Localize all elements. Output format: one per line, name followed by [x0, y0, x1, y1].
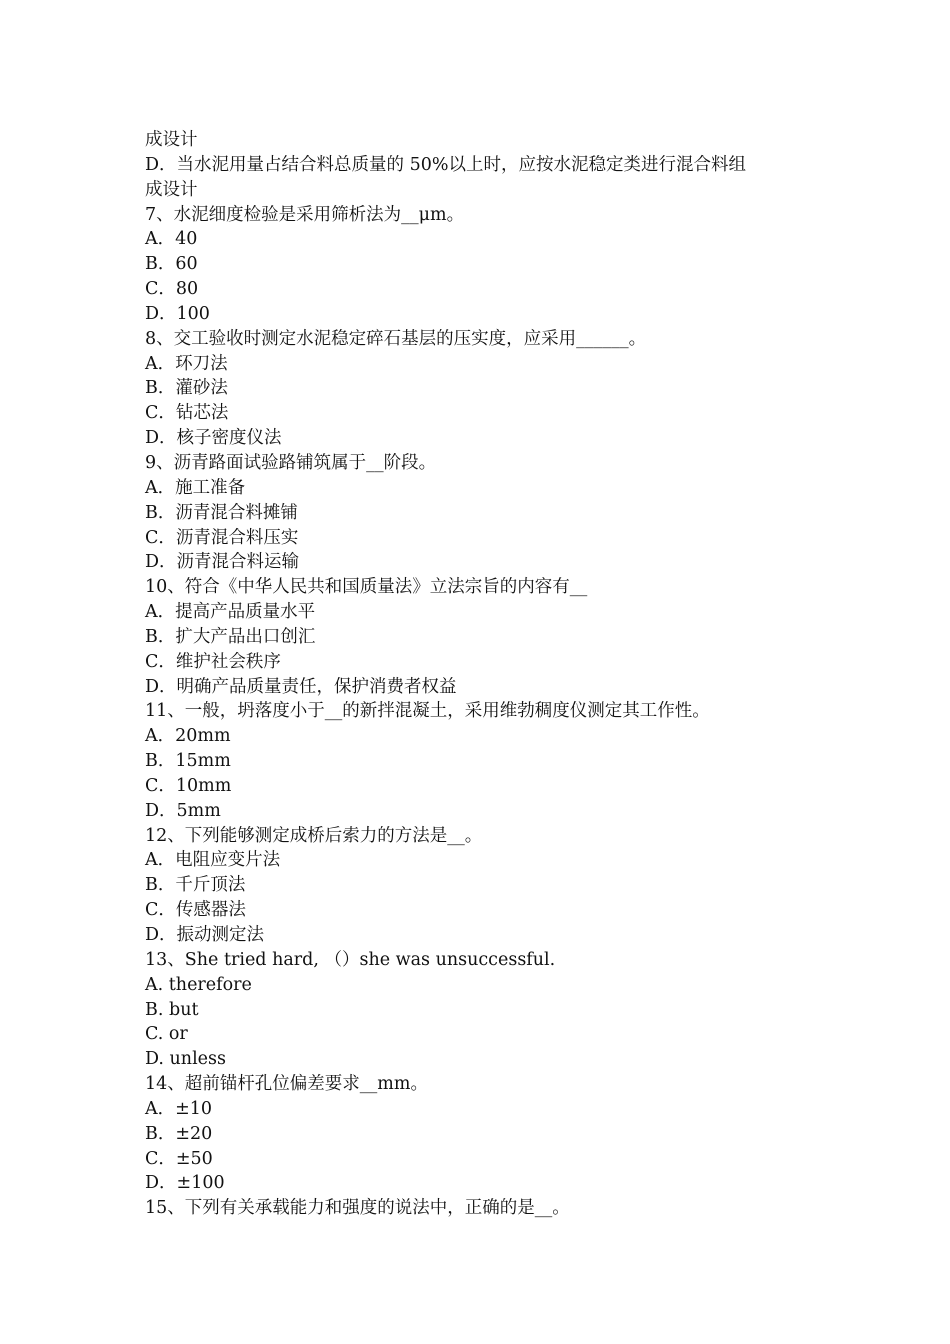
- option-c: C．±50: [145, 1148, 213, 1169]
- option-d: D．5mm: [145, 800, 221, 821]
- option-c: C．钻芯法: [145, 403, 229, 424]
- option-b: B．千斤顶法: [145, 875, 246, 896]
- question-13: 13、She tried hard, （）she was unsuccessful.: [145, 949, 556, 970]
- question-8: 8、交工验收时测定水泥稳定碎石基层的压实度，应采用______。: [145, 328, 647, 349]
- option-d: D．100: [145, 303, 210, 324]
- option-c: C．沥青混合料压实: [145, 527, 299, 548]
- question-10: 10、符合《中华人民共和国质量法》立法宗旨的内容有__: [145, 577, 588, 598]
- option-d: D. unless: [145, 1049, 226, 1070]
- option-a: A．20mm: [145, 726, 231, 747]
- text-line: 成设计: [145, 130, 198, 150]
- option-c: C. or: [145, 1024, 188, 1045]
- option-d: D．核子密度仪法: [145, 428, 282, 449]
- option-c: C．维护社会秩序: [145, 651, 281, 672]
- option-d: D．明确产品质量责任，保护消费者权益: [145, 676, 457, 697]
- option-d: D．±100: [145, 1173, 225, 1194]
- question-9: 9、沥青路面试验路铺筑属于__阶段。: [145, 452, 437, 473]
- question-7: 7、水泥细度检验是采用筛析法为__μm。: [145, 204, 465, 225]
- option-a: A．40: [145, 229, 198, 250]
- option-c: C．10mm: [145, 775, 232, 796]
- question-11: 11、一般，坍落度小于__的新拌混凝土，采用维勃稠度仪测定其工作性。: [145, 701, 710, 722]
- option-b: B．60: [145, 254, 198, 275]
- option-c: C．80: [145, 279, 199, 300]
- option-b: B．灌砂法: [145, 378, 228, 399]
- option-b: B．15mm: [145, 751, 231, 772]
- option-a: A．提高产品质量水平: [145, 602, 316, 623]
- option-d: D．振动测定法: [145, 925, 265, 945]
- question-12: 12、下列能够测定成桥后索力的方法是__。: [145, 825, 483, 846]
- text-line: 成设计: [145, 179, 198, 200]
- option-a: A．±10: [145, 1098, 213, 1119]
- option-a: A．施工准备: [145, 477, 246, 498]
- option-b: B．±20: [145, 1123, 213, 1144]
- text-line: D．当水泥用量占结合料总质量的 50%以上时，应按水泥稳定类进行混合料组: [145, 154, 746, 175]
- option-a: A. therefore: [145, 974, 252, 995]
- document-body: [145, 128, 825, 1221]
- option-c: C．传感器法: [145, 900, 246, 921]
- option-d: D．沥青混合料运输: [145, 552, 300, 573]
- option-b: B．扩大产品出口创汇: [145, 626, 316, 647]
- option-a: A．环刀法: [145, 353, 228, 374]
- question-15: 15、下列有关承载能力和强度的说法中，正确的是__。: [145, 1198, 570, 1219]
- question-14: 14、超前锚杆孔位偏差要求__mm。: [145, 1074, 428, 1095]
- option-a: A．电阻应变片法: [145, 850, 281, 871]
- option-b: B. but: [145, 999, 199, 1020]
- option-b: B．沥青混合料摊铺: [145, 502, 298, 523]
